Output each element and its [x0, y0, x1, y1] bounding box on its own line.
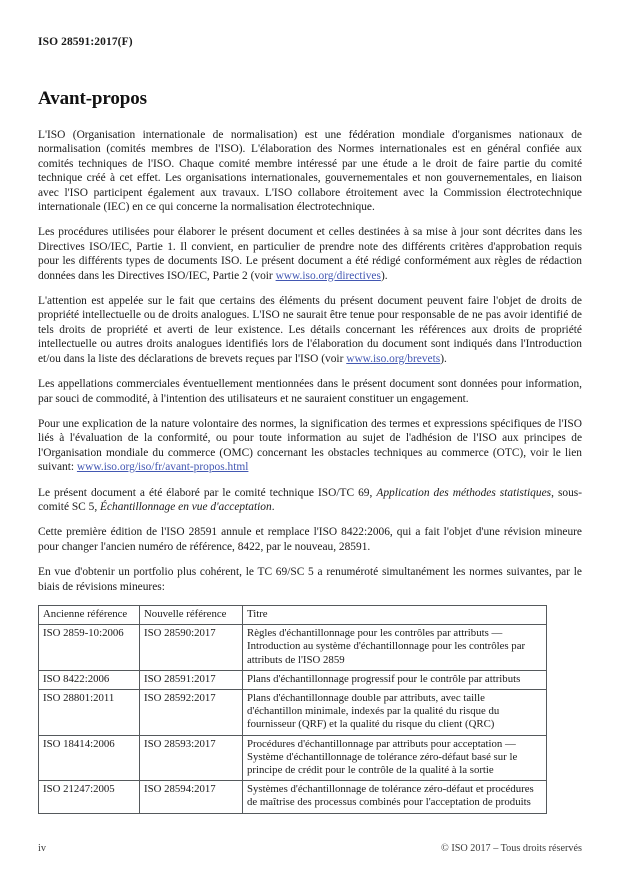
cell-title: Systèmes d'échantillonnage de tolérance zéro-défaut et procédures de maîtrise des processus combinés pour l'acceptation de produits — [243, 781, 547, 813]
link-iso-directives[interactable]: www.iso.org/directives — [275, 269, 381, 282]
paragraph-foreword-8: En vue d'obtenir un portfolio plus cohérent, le TC 69/SC 5 a renuméroté simultanément les normes suivantes, par le biais de révisions mineures: — [38, 566, 582, 593]
cell-old-reference: ISO 18414:2006 — [39, 735, 140, 781]
paragraph-foreword-2 — [38, 225, 582, 283]
paragraph-2-text-before: Les procédures utilisées pour élaborer le présent document et celles destinées à sa mise à jour sont décrites dans les Directives ISO/IEC, Partie 1. Il convient, en particulier de prendre note des différents critères d'approbation requis pour les différents types de documents ISO. Le présent document a été rédigé conformément aux règles de rédaction données dans les Directives ISO/IEC, Partie 2 (voir — [38, 226, 582, 282]
paragraph-6-part-1: Le présent document a été élaboré par le comité technique ISO/TC 69, — [38, 486, 377, 499]
cell-old-reference: ISO 28801:2011 — [39, 689, 140, 735]
running-head: ISO 28591:2017(F) — [38, 36, 133, 48]
paragraph-6-part-3: . — [271, 500, 275, 513]
paragraph-foreword-7: Cette première édition de l'ISO 28591 annule et remplace l'ISO 8422:2006, qui a fait l'objet d'une révision mineure pour changer l'ancien numéro de référence, 8422, par le nouveau, 28591. — [38, 526, 582, 553]
paragraph-5-text-before: Pour une explication de la nature volontaire des normes, la signification des termes et expressions spécifiques de l'ISO liés à l'évaluation de la conformité, ou pour toute information au sujet de l'adhésion de l'ISO aux principes de l'Organisation mondiale du commerce (OMC) concernant les obstacles techniques au commerce (OTC), voir le lien suivant: — [38, 417, 582, 474]
paragraph-foreword-5 — [38, 417, 582, 475]
table-row — [39, 625, 547, 671]
cell-title: Plans d'échantillonnage double par attributs, avec taille d'échantillon minimale, indexés par la qualité du risque du fournisseur (QRF) et la qualité du risque du client (QRC) — [243, 689, 547, 735]
cell-old-reference: ISO 21247:2005 — [39, 781, 140, 813]
table-header-title: Titre — [243, 605, 547, 624]
cell-new-reference: ISO 28592:2017 — [140, 689, 243, 735]
paragraph-foreword-1: L'ISO (Organisation internationale de normalisation) est une fédération mondiale d'organismes nationaux de normalisation (comités membres de l'ISO). L'élaboration des Normes internationales est en général confiée aux comités techniques de l'ISO. Chaque comité membre intéressé par une étude a le droit de faire partie du comité technique créé à cet effet. Les organisations internationales, gouvernementales et non gouvernementales, en liaison avec l'ISO participent également aux travaux. L'ISO collabore étroitement avec la Commission électrotechnique internationale (IEC) en ce qui concerne la normalisation électrotechnique. — [38, 129, 582, 214]
cell-title: Règles d'échantillonnage pour les contrôles par attributs — Introduction au système d'échantillonnage pour les contrôles par attributs de l'ISO 2859 — [243, 625, 547, 671]
table-header-old-reference: Ancienne référence — [39, 605, 140, 624]
table-header-new-reference: Nouvelle référence — [140, 605, 243, 624]
table-header-row — [39, 605, 547, 624]
page-footer — [38, 843, 582, 854]
cell-old-reference: ISO 2859-10:2006 — [39, 625, 140, 671]
paragraph-foreword-3 — [38, 294, 582, 366]
paragraph-3-text-before: L'attention est appelée sur le fait que certains des éléments du présent document peuvent faire l'objet de droits de propriété intellectuelle ou de droits analogues. L'ISO ne saurait être tenue pour responsable de ne pas avoir identifié de tels droits de propriété et averti de leur existence. Les détails concernant les références aux droits de propriété intellectuelle ou autres droits analogues identifiés lors de l'élaboration du document sont indiqués dans l'Introduction et/ou dans la liste des déclarations de brevets reçues par l'ISO (voir — [38, 295, 582, 365]
cell-new-reference: ISO 28591:2017 — [140, 670, 243, 689]
paragraph-3-text-after: ). — [440, 352, 447, 365]
table-row — [39, 781, 547, 813]
table-row — [39, 689, 547, 735]
footer-page-number: iv — [38, 843, 46, 854]
committee-title-tc69: Application des méthodes statistiques — [376, 486, 552, 499]
renumbering-reference-table — [38, 605, 547, 814]
table-row — [39, 735, 547, 781]
table-row — [39, 670, 547, 689]
paragraph-2-text-after: ). — [380, 269, 388, 282]
link-iso-avant-propos[interactable]: www.iso.org/iso/fr/avant-propos.html — [76, 461, 249, 474]
cell-new-reference: ISO 28590:2017 — [140, 625, 243, 671]
paragraph-foreword-6 — [38, 486, 582, 515]
page-title: Avant-propos — [38, 88, 147, 109]
link-iso-brevets[interactable]: www.iso.org/brevets — [346, 352, 441, 365]
cell-old-reference: ISO 8422:2006 — [39, 670, 140, 689]
cell-title: Procédures d'échantillonnage par attributs pour acceptation — Système d'échantillonnage de tolérance zéro-défaut basé sur le principe de crédit pour le contrôle de la qualité à la sortie — [243, 735, 547, 781]
cell-new-reference: ISO 28594:2017 — [140, 781, 243, 813]
paragraph-foreword-4: Les appellations commerciales éventuellement mentionnées dans le présent document sont données pour information, par souci de commodité, à l'intention des utilisateurs et ne sauraient constituer un engagement. — [38, 378, 582, 405]
subcommittee-title-sc5: Échantillonnage en vue d'acceptation — [100, 500, 272, 513]
paragraph-6-part-2: , sous-comité SC 5, — [38, 486, 582, 513]
footer-copyright: © ISO 2017 – Tous droits réservés — [441, 843, 582, 854]
cell-new-reference: ISO 28593:2017 — [140, 735, 243, 781]
cell-title: Plans d'échantillonnage progressif pour le contrôle par attributs — [243, 670, 547, 689]
